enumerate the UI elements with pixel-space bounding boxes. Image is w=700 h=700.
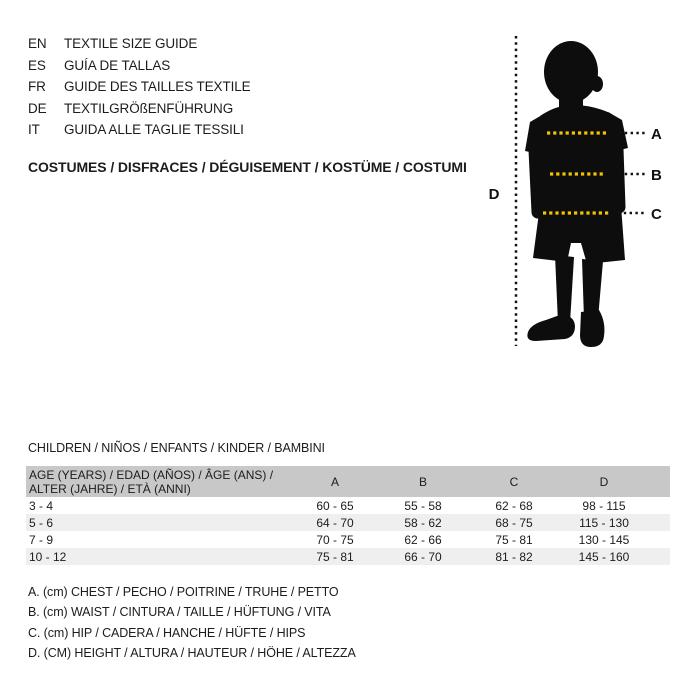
column-header-d: D [599, 474, 609, 489]
language-row-en [28, 33, 251, 55]
legend-item-hip: C. (cm) HIP / CADERA / HANCHE / HÜFTE / HIPS [28, 625, 306, 640]
legend-item-height: D. (CM) HEIGHT / ALTURA / HAUTEUR / HÖHE / ALTEZZA [28, 645, 356, 660]
measurement-legend [28, 582, 356, 663]
table-row [26, 497, 670, 514]
silhouette-left-arm [535, 150, 538, 212]
waist-cell: 66 - 70 [404, 549, 442, 564]
waist-cell: 58 - 62 [404, 515, 442, 530]
legend-item-waist: B. (cm) WAIST / CINTURA / TAILLE / HÜFTUNG / VITA [28, 605, 331, 620]
silhouette-left-shoe [527, 315, 575, 341]
age-column-header [26, 468, 291, 496]
measurement-figure [470, 20, 700, 350]
age-header-line1: AGE (YEARS) / EDAD (AÑOS) / ÂGE (ANS) / [29, 467, 274, 482]
height-cell: 98 - 115 [582, 498, 626, 513]
language-code: FR [28, 79, 46, 95]
child-silhouette [525, 41, 628, 347]
chest-cell: 75 - 81 [316, 549, 354, 564]
chest-label-a: A [651, 126, 662, 143]
table-row [26, 548, 670, 565]
silhouette-left-leg [555, 255, 574, 323]
height-cell: 115 - 130 [579, 515, 629, 530]
hip-cell: 75 - 81 [495, 532, 533, 547]
column-header-b: B [418, 474, 427, 489]
hip-cell: 62 - 68 [495, 498, 533, 513]
silhouette-right-leg [582, 259, 603, 319]
language-code: ES [28, 57, 46, 73]
age-cell: 5 - 6 [29, 515, 54, 530]
height-label-d: D [488, 186, 500, 203]
height-cell: 130 - 145 [578, 532, 630, 547]
chest-cell: 64 - 70 [316, 515, 354, 530]
size-table [26, 466, 670, 565]
waist-cell: 62 - 66 [404, 532, 442, 547]
column-header-a: A [330, 474, 339, 489]
waist-cell: 55 - 58 [404, 498, 442, 513]
chest-cell: 60 - 65 [316, 498, 354, 513]
silhouette-right-shoe [580, 310, 604, 347]
language-code: IT [28, 122, 40, 138]
height-cell: 145 - 160 [578, 549, 630, 564]
age-cell: 3 - 4 [29, 498, 54, 513]
language-guide-list [28, 33, 251, 141]
language-code: DE [28, 100, 47, 116]
table-row [26, 514, 670, 531]
age-header-line2: ALTER (JAHRE) / ETÀ (ANNI) [29, 481, 191, 496]
table-row [26, 531, 670, 548]
language-row-fr [28, 76, 251, 98]
language-row-de [28, 98, 251, 120]
section-title-children: CHILDREN / NIÑOS / ENFANTS / KINDER / BAMBINI [28, 441, 325, 455]
language-label: TEXTILGRÖßENFÜHRUNG [64, 100, 234, 116]
hip-label-c: C [651, 206, 662, 223]
hip-cell: 81 - 82 [495, 549, 533, 564]
language-label: GUIDE DES TAILLES TEXTILE [64, 79, 251, 95]
category-title: COSTUMES / DISFRACES / DÉGUISEMENT / KOSTÜME / COSTUMI [28, 159, 467, 175]
language-label: GUÍA DE TALLAS [64, 57, 171, 73]
language-label: GUIDA ALLE TAGLIE TESSILI [64, 122, 244, 138]
silhouette-shorts [533, 205, 625, 264]
waist-label-b: B [651, 167, 662, 184]
child-measurement-diagram [470, 20, 700, 350]
language-row-es [28, 55, 251, 77]
age-cell: 7 - 9 [29, 532, 54, 547]
chest-cell: 70 - 75 [316, 532, 354, 547]
language-row-it [28, 119, 251, 141]
language-label: TEXTILE SIZE GUIDE [64, 36, 198, 52]
hip-cell: 68 - 75 [495, 515, 533, 530]
column-header-c: C [509, 474, 519, 489]
legend-item-chest: A. (cm) CHEST / PECHO / POITRINE / TRUHE / PETTO [28, 585, 339, 599]
silhouette-right-arm [617, 149, 619, 207]
size-table-header [26, 466, 670, 497]
silhouette-ear [591, 76, 603, 92]
age-cell: 10 - 12 [29, 549, 67, 564]
language-code: EN [28, 36, 47, 52]
